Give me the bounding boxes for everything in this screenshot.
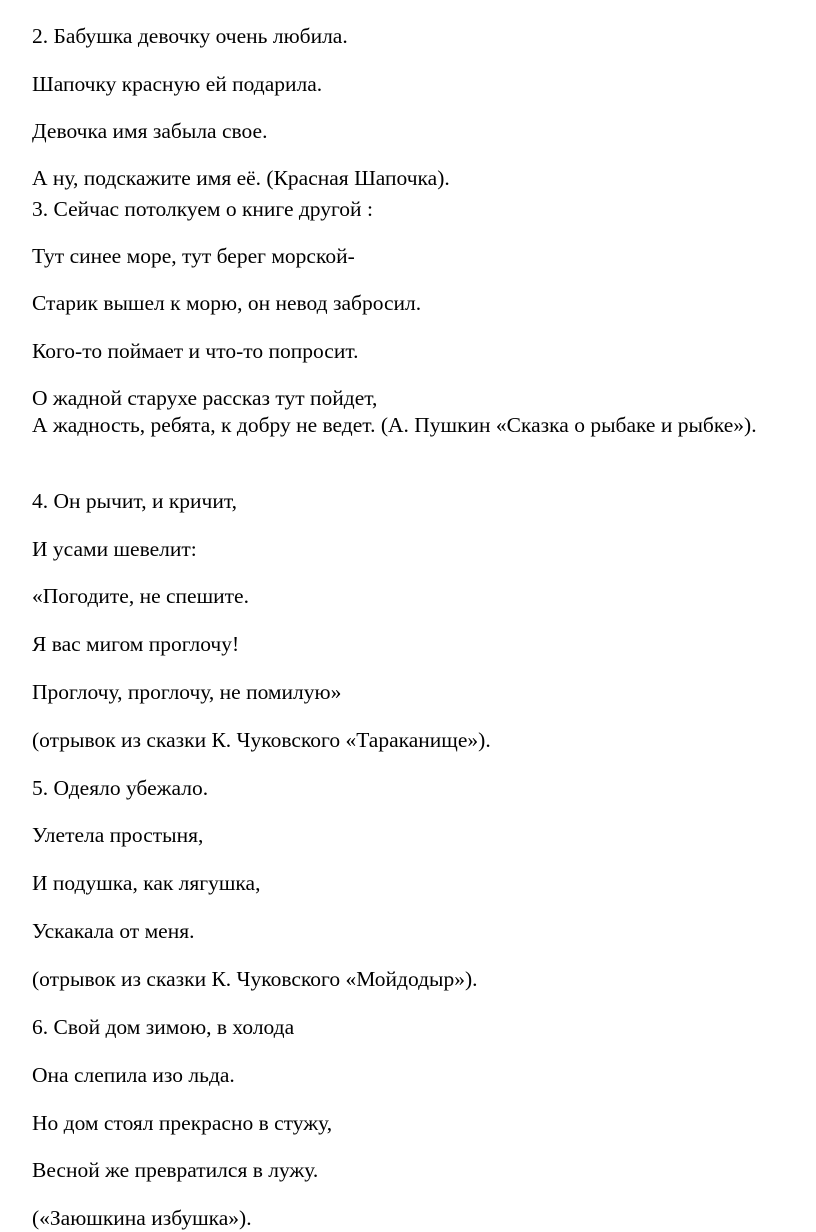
riddle-2-line-2: Шапочку красную ей подарила.: [32, 72, 323, 96]
riddle-3-line-1: 3. Сейчас потолкуем о книге другой :: [32, 197, 373, 221]
riddle-6-line-1: 6. Свой дом зимою, в холода: [32, 1015, 295, 1039]
riddle-2-line-1: 2. Бабушка девочку очень любила.: [32, 24, 348, 48]
riddle-5-line-5: (отрывок из сказки К. Чуковского «Мойдодыр»).: [32, 967, 478, 991]
riddle-5-line-2: Улетела простыня,: [32, 823, 204, 847]
riddle-4-line-3: «Погодите, не спешите.: [32, 584, 249, 608]
riddle-3-line-6: А жадность, ребята, к добру не ведет. (А. Пушкин «Сказка о рыбаке и рыбке»).: [32, 413, 757, 437]
riddle-6-line-3: Но дом стоял прекрасно в стужу,: [32, 1111, 333, 1135]
riddle-2-line-3: Девочка имя забыла свое.: [32, 119, 268, 143]
riddle-5-line-3: И подушка, как лягушка,: [32, 871, 261, 895]
riddle-6-line-2: Она слепила изо льда.: [32, 1063, 235, 1087]
riddle-3-line-2: Тут синее море, тут берег морской-: [32, 244, 355, 268]
riddle-2-line-4: А ну, подскажите имя её. (Красная Шапочка).: [32, 166, 450, 190]
riddle-6-line-4: Весной же превратился в лужу.: [32, 1158, 319, 1182]
riddle-3-line-3: Старик вышел к морю, он невод забросил.: [32, 291, 422, 315]
riddle-4-line-1: 4. Он рычит, и кричит,: [32, 489, 238, 513]
riddle-5-line-1: 5. Одеяло убежало.: [32, 776, 209, 800]
riddle-5-line-4: Ускакала от меня.: [32, 919, 195, 943]
riddle-6-line-5: («Заюшкина избушка»).: [32, 1206, 252, 1230]
riddle-4-line-5: Проглочу, проглочу, не помилую»: [32, 680, 342, 704]
riddle-4-line-4: Я вас мигом проглочу!: [32, 632, 240, 656]
riddle-4-line-6: (отрывок из сказки К. Чуковского «Тараканище»).: [32, 728, 491, 752]
riddle-4-line-2: И усами шевелит:: [32, 537, 197, 561]
riddle-3-line-5: О жадной старухе рассказ тут пойдет,: [32, 386, 378, 410]
riddle-3-line-4: Кого-то поймает и что-то попросит.: [32, 339, 359, 363]
